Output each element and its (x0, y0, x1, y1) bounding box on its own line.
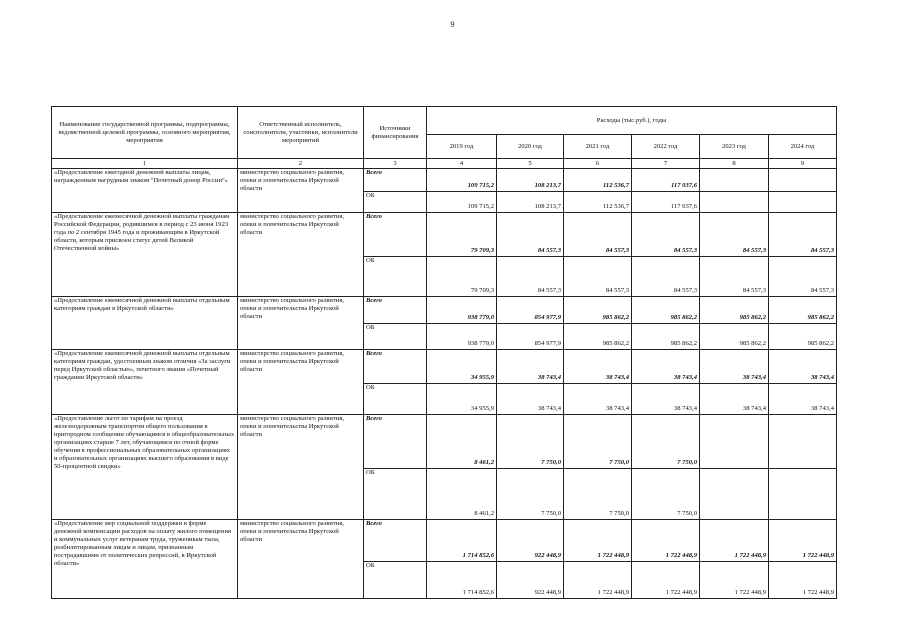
source-total: Всего (364, 213, 427, 257)
ob-value: 84 557,3 (700, 257, 769, 297)
ob-value (700, 469, 769, 520)
ob-value: 38 743,4 (632, 384, 700, 415)
col-number: 5 (497, 159, 564, 169)
source-total: Всего (364, 297, 427, 324)
total-value: 84 557,3 (497, 213, 564, 257)
total-value: 108 213,7 (497, 169, 564, 192)
executor: министерство социального развития, опеки и попечительства Иркутской области (238, 415, 364, 520)
col-number: 7 (632, 159, 700, 169)
total-value: 38 743,4 (564, 350, 632, 384)
source-ob: ОБ (364, 192, 427, 213)
total-value: 985 862,2 (769, 297, 837, 324)
total-value: 1 722 448,9 (632, 520, 700, 562)
ob-value: 1 722 448,9 (769, 562, 837, 599)
program-name: «Предоставление ежемесячной денежной выплаты гражданам Российской Федерации, родившимся в период с 23 июня 1923 года по 2 сентября 1945 года и проживающим в Иркутской области, которым присвоен статус детей Великой Отечественной войны» (52, 213, 238, 297)
source-ob: ОБ (364, 562, 427, 599)
table-row (52, 213, 837, 257)
source-total: Всего (364, 169, 427, 192)
executor: министерство социального развития, опеки и попечительства Иркутской области (238, 350, 364, 415)
ob-value: 84 557,3 (632, 257, 700, 297)
total-value: 38 743,4 (769, 350, 837, 384)
total-value: 84 557,3 (564, 213, 632, 257)
total-value: 8 461,2 (427, 415, 497, 469)
ob-value: 1 714 852,6 (427, 562, 497, 599)
ob-value: 108 213,7 (497, 192, 564, 213)
col-number: 8 (700, 159, 769, 169)
header-year: 2020 год (497, 135, 564, 159)
total-value: 985 862,2 (564, 297, 632, 324)
ob-value: 34 955,9 (427, 384, 497, 415)
ob-value: 84 557,3 (769, 257, 837, 297)
ob-value: 84 557,3 (497, 257, 564, 297)
header-year: 2021 год (564, 135, 632, 159)
total-value: 1 722 448,9 (700, 520, 769, 562)
page-number: 9 (450, 20, 455, 29)
ob-value: 112 536,7 (564, 192, 632, 213)
total-value: 985 862,2 (632, 297, 700, 324)
ob-value: 38 743,4 (700, 384, 769, 415)
ob-value: 7 750,0 (497, 469, 564, 520)
header-sources: Источники финансирования (364, 107, 427, 159)
source-ob: ОБ (364, 257, 427, 297)
table-row (52, 297, 837, 324)
ob-value: 854 977,9 (497, 324, 564, 350)
executor: министерство социального развития, опеки и попечительства Иркутской области (238, 169, 364, 213)
table-row (52, 520, 837, 562)
ob-value (769, 192, 837, 213)
col-number: 6 (564, 159, 632, 169)
total-value: 7 750,0 (497, 415, 564, 469)
program-name: «Предоставление ежемесячной денежной выплаты отдельным категориям граждан в Иркутской области» (52, 297, 238, 350)
ob-value (769, 469, 837, 520)
header-year: 2023 год (700, 135, 769, 159)
col-number: 4 (427, 159, 497, 169)
ob-value: 1 722 448,9 (632, 562, 700, 599)
source-total: Всего (364, 520, 427, 562)
total-value: 38 743,4 (497, 350, 564, 384)
total-value: 1 714 852,6 (427, 520, 497, 562)
total-value: 7 750,0 (564, 415, 632, 469)
total-value: 985 862,2 (700, 297, 769, 324)
header-year: 2019 год (427, 135, 497, 159)
program-name: «Предоставление ежемесячной денежной выплаты отдельным категориям граждан, удостоенным знаком отличия «За заслуги перед Иркутской областью», почетного звания «Почетный гражданин Иркутской области» (52, 350, 238, 415)
program-name: «Предоставление мер социальной поддержки в форме денежной компенсации расходов на оплату жилого помещения и коммунальных услуг ветеранам труда, труженикам тыла, реабилитированным лицам и лицам, признанным пострадавшими от политических репрессий, в Иркутской области» (52, 520, 238, 599)
ob-value: 38 743,4 (497, 384, 564, 415)
executor: министерство социального развития, опеки и попечительства Иркутской области (238, 297, 364, 350)
header-executor: Ответственный исполнитель, соисполнители, участники, исполнители мероприятий (238, 107, 364, 159)
col-number: 9 (769, 159, 837, 169)
ob-value: 985 862,2 (700, 324, 769, 350)
ob-value: 7 750,0 (564, 469, 632, 520)
total-value: 84 557,3 (769, 213, 837, 257)
table-row (52, 350, 837, 384)
ob-value: 38 743,4 (564, 384, 632, 415)
ob-value: 985 862,2 (769, 324, 837, 350)
source-total: Всего (364, 415, 427, 469)
header-program: Наименование государственной программы, подпрограммы, ведомственной целевой программы, основного мероприятия, мероприятия (52, 107, 238, 159)
total-value: 109 715,2 (427, 169, 497, 192)
ob-value: 84 557,3 (564, 257, 632, 297)
ob-value: 1 722 448,9 (700, 562, 769, 599)
program-name: «Предоставление льгот по тарифам на проезд железнодорожным транспортом общего пользования в пригородном сообщении обучающимся в общеобразовательных организациях старше 7 лет, обучающимся по очной форме обучения в профессиональных образовательных организациях и образовательных организациях высшего образования в виде 50-процентной скидки» (52, 415, 238, 520)
ob-value: 38 743,4 (769, 384, 837, 415)
col-number: 2 (238, 159, 364, 169)
column-numbers-row (52, 159, 837, 169)
ob-value: 8 461,2 (427, 469, 497, 520)
ob-value: 109 715,2 (427, 192, 497, 213)
table-row (52, 169, 837, 192)
source-ob: ОБ (364, 469, 427, 520)
source-ob: ОБ (364, 384, 427, 415)
total-value (700, 415, 769, 469)
col-number: 3 (364, 159, 427, 169)
total-value: 1 722 448,9 (564, 520, 632, 562)
total-value: 84 557,3 (700, 213, 769, 257)
total-value: 34 955,9 (427, 350, 497, 384)
ob-value: 938 779,0 (427, 324, 497, 350)
total-value: 938 779,0 (427, 297, 497, 324)
header-expenses: Расходы (тыс.руб.), годы (427, 107, 837, 135)
total-value (769, 169, 837, 192)
header-year: 2024 год (769, 135, 837, 159)
total-value: 922 448,9 (497, 520, 564, 562)
ob-value: 117 037,6 (632, 192, 700, 213)
program-name: «Предоставление ежегодной денежной выплаты лицам, награжденным нагрудным знаком "Почетный донор России"» (52, 169, 238, 213)
total-value: 38 743,4 (632, 350, 700, 384)
total-value: 1 722 448,9 (769, 520, 837, 562)
total-value: 117 037,6 (632, 169, 700, 192)
total-value: 112 536,7 (564, 169, 632, 192)
expenses-table (51, 106, 837, 599)
total-value: 854 977,9 (497, 297, 564, 324)
total-value: 7 750,0 (632, 415, 700, 469)
ob-value: 922 448,9 (497, 562, 564, 599)
col-number: 1 (52, 159, 238, 169)
total-value: 84 557,3 (632, 213, 700, 257)
ob-value: 7 750,0 (632, 469, 700, 520)
ob-value: 985 862,2 (632, 324, 700, 350)
ob-value (700, 192, 769, 213)
source-total: Всего (364, 350, 427, 384)
total-value (700, 169, 769, 192)
ob-value: 79 709,3 (427, 257, 497, 297)
header-year: 2022 год (632, 135, 700, 159)
ob-value: 1 722 448,9 (564, 562, 632, 599)
executor: министерство социального развития, опеки и попечительства Иркутской области (238, 520, 364, 599)
source-ob: ОБ (364, 324, 427, 350)
ob-value: 985 862,2 (564, 324, 632, 350)
table-row (52, 415, 837, 469)
total-value: 38 743,4 (700, 350, 769, 384)
total-value: 79 709,3 (427, 213, 497, 257)
executor: министерство социального развития, опеки и попечительства Иркутской области (238, 213, 364, 297)
total-value (769, 415, 837, 469)
